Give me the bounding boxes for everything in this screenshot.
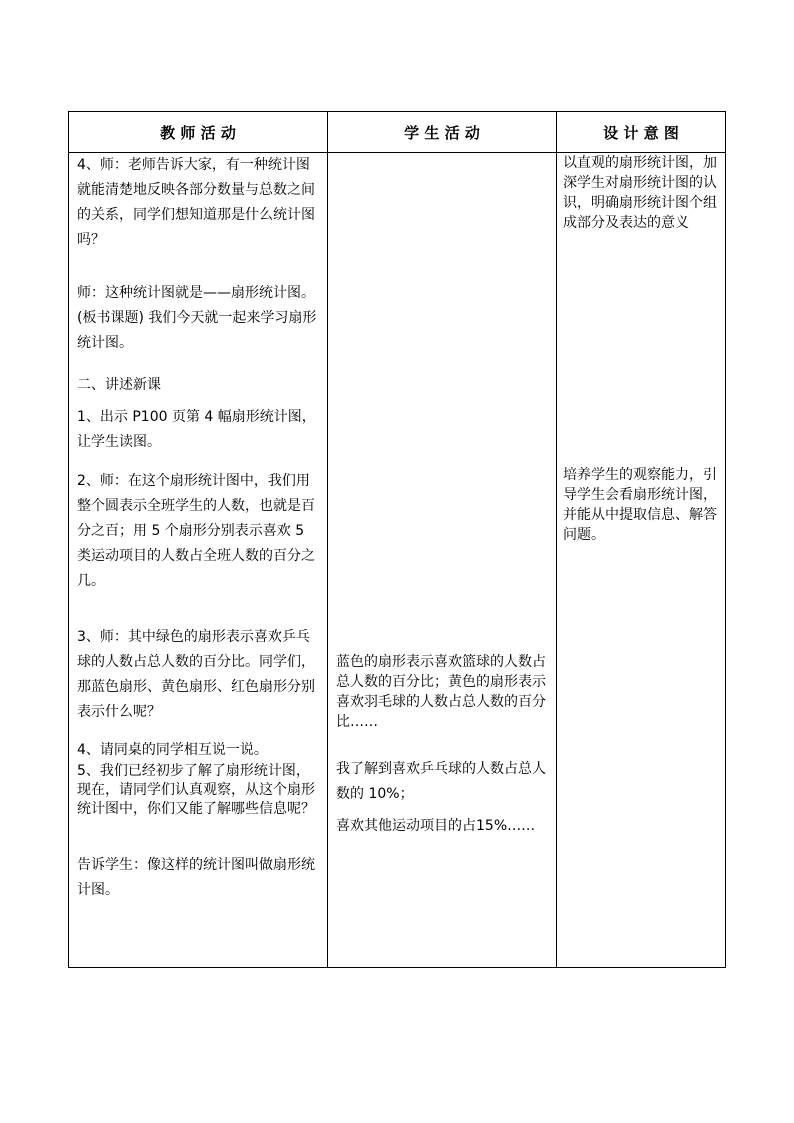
lesson-plan-table [68,111,726,968]
table-body-row [69,153,726,968]
teacher-paragraph-7: 4、请同桌的同学相互说一说。 [77,742,268,758]
student-paragraph-3: 喜欢其他运动项目的占15%…… [336,818,536,834]
teacher-paragraph-5: 2、师：在这个扇形统计图中，我们用整个圆表示全班学生的人数，也就是百分之百；用 5 个扇形分别表示喜欢 5 类运动项目的人数占全班人数的百分之几。 [77,473,315,589]
teacher-paragraph-6: 3、师：其中绿色的扇形表示喜欢乒乓球的人数占总人数的百分比。同学们，那蓝色扇形、黄色扇形、红色扇形分别表示什么呢？ [77,629,315,720]
teacher-paragraph-4: 1、出示 P100 页第 4 幅扇形统计图，让学生读图。 [77,409,316,450]
teacher-paragraph-3: 二、讲述新课 [77,377,161,393]
student-paragraph-1: 蓝色的扇形表示喜欢篮球的人数占总人数的百分比；黄色的扇形表示喜欢羽毛球的人数占总人数的百分比…… [336,654,546,730]
teacher-paragraph-9: 告诉学生：像这样的统计图叫做扇形统计图。 [77,857,315,898]
design-paragraph-1: 以直观的扇形统计图，加深学生对扇形统计图的认识，明确扇形统计图个组成部分及表达的意义 [563,155,717,231]
table-header-row [69,112,726,153]
design-intent-cell [557,153,726,968]
teacher-paragraph-1: 4、师：老师告诉大家，有一种统计图就能清楚地反映各部分数量与总数之间的关系，同学们想知道那是什么统计图吗？ [77,157,315,248]
design-paragraph-2: 培养学生的观察能力，引导学生会看扇形统计图，并能从中提取信息、解答问题。 [563,467,717,543]
teacher-activity-cell [69,153,328,968]
header-design-intent: 设 计 意 图 [557,112,726,153]
header-teacher-activity: 教 师 活 动 [69,112,328,153]
header-student-activity: 学 生 活 动 [328,112,557,153]
teacher-paragraph-2: 师：这种统计图就是——扇形统计图。(板书课题) 我们今天就一起来学习扇形统计图。 [77,285,317,351]
teacher-paragraph-8: 5、我们已经初步了解了扇形统计图，现在，请同学们认真观察，从这个扇形统计图中，你们又能了解哪些信息呢？ [77,763,315,817]
student-paragraph-2: 我了解到喜欢乒乓球的人数占总人数的 10%； [336,761,546,802]
student-activity-cell [328,153,557,968]
